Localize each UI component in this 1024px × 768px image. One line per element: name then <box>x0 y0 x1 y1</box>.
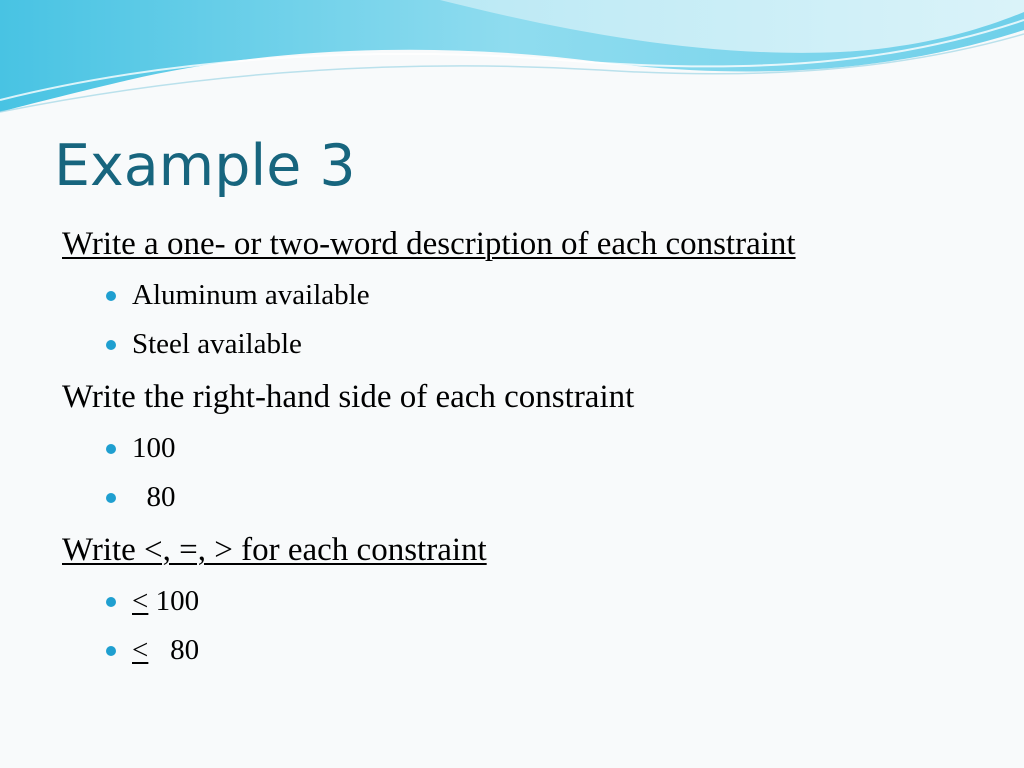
bullet-icon <box>106 646 116 656</box>
inequality-value: 80 <box>148 634 200 666</box>
inequality-value: 100 <box>148 585 200 617</box>
inequality-list <box>62 577 1002 675</box>
bullet-icon <box>106 444 116 454</box>
rhs-list <box>62 424 1002 522</box>
list-item <box>106 626 1002 675</box>
description-list <box>62 271 1002 369</box>
decorative-wave-banner <box>0 0 1024 140</box>
list-item <box>106 577 1002 626</box>
section-heading-description-text: Write a one- or two-word description of each constraint <box>62 226 796 262</box>
section-heading-rhs-text: Write the right-hand side of each constraint <box>62 379 635 415</box>
bullet-icon <box>106 291 116 301</box>
section-heading-inequality <box>62 528 1002 572</box>
list-item: 80 <box>106 473 1002 522</box>
inequality-symbol: < <box>132 634 149 666</box>
bullet-icon <box>106 493 116 503</box>
bullet-icon <box>106 340 116 350</box>
list-item: Steel available <box>106 320 1002 369</box>
list-item: Aluminum available <box>106 271 1002 320</box>
section-heading-rhs <box>62 375 1002 419</box>
section-heading-description <box>62 222 1002 266</box>
section-heading-inequality-text: Write <, =, > for each constraint <box>62 532 487 568</box>
slide-title: Example 3 <box>54 133 356 199</box>
slide-content <box>62 222 1002 681</box>
inequality-symbol: < <box>132 585 149 617</box>
list-item: 100 <box>106 424 1002 473</box>
bullet-icon <box>106 597 116 607</box>
